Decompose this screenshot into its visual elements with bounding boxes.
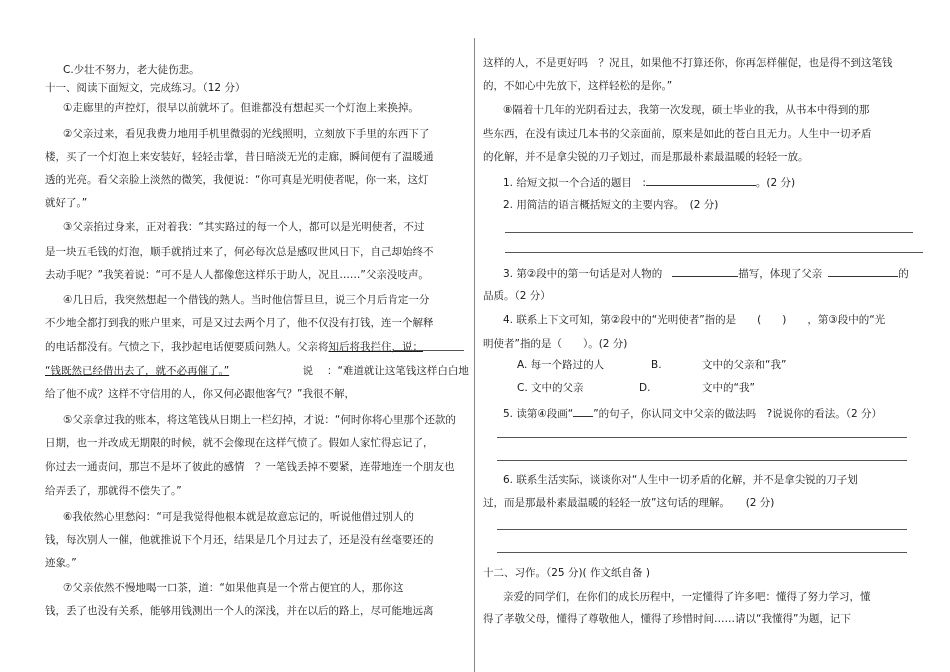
question-text: 3. 第②段中的第一句话是对人物的 [503,268,663,280]
paragraph-line: 你过去一通责问，那岂不是坏了彼此的感情 ？一笔钱丢掉不要紧，连带地连一个朋友也 [45,461,455,473]
question-1 [503,174,795,190]
answer-line[interactable] [497,460,907,461]
question-3-cont: 品质。（2 分） [483,290,551,302]
question-5 [503,405,882,421]
paragraph-line: 透的光亮。看父亲脸上淡然的微笑，我便说：“你可真是光明使者呢，你一来，这灯 [45,174,429,186]
option-c: C.少壮不努力，老大徒伤悲。 [63,64,200,76]
paragraph-line: 不少地全都打到我的账户里来，可是又过去两个月了，他不仅没有打钱，连一个解释 [45,317,434,329]
paragraph-line: 就好了。” [45,197,88,209]
question-4-cont: 明使者”指的是（ ）。(2 分) [483,338,628,350]
question-text: 的 [898,268,909,280]
answer-line[interactable] [497,529,907,530]
question-2: 2. 用简洁的语言概括短文的主要内容。 (2 分) [503,199,719,211]
paragraph-line: 的，不如心中先放下，这样轻松的是你。” [483,80,673,92]
answer-line[interactable] [505,232,913,233]
paragraph-line: ①走廊里的声控灯，很早以前就坏了。但谁都没有想起买一个灯泡上来换掉。 [63,102,419,114]
question-6-cont: 过，而是那最朴素最温暖的轻轻一放”这句话的理解。 (2 分) [483,497,775,509]
paragraph-line: 亲爱的同学们，在你们的成长历程中，一定懂得了许多吧：懂得了努力学习，懂 [503,591,871,603]
option-d-text: 文中的“我” [702,382,755,394]
paragraph-line: ⑤父亲拿过我的账本，将这笔钱从日期上一栏幻掉，才说：“何时你将心里那个还款的 [63,414,456,426]
paragraph-line: 钱，每次别人一催，他就推说下个月还，结果是几个月过去了，还是没有丝毫要还的 [45,534,434,546]
paragraph-line: 的化解，并不是拿尖锐的刀子划过，而是那最朴素最温暖的轻轻一放。 [483,151,809,163]
question-text: ”的句子，你认同文中父亲的做法吗 ?说说你的看法。（2 分） [593,408,882,420]
line-text: 的电话都没有。气愤之下，我抄起电话便要质问熟人。父亲将 [45,341,329,353]
paragraph-line: 给弄丢了，那就得不偿失了。” [45,485,182,497]
paragraph-line: ⑥我依然心里愁闷：“可是我觉得他根本就是故意忘记的，听说他借过别人的 [63,511,414,523]
paragraph-line [45,340,423,354]
underlined-sentence: “钱既然已经借出去了，就不必再催了。” [45,365,230,377]
paragraph-line: 去动手呢？”我笑着说：“可不是人人都像您这样乐于助人，况且……”父亲没吱声。 [45,269,429,281]
paragraph-line: 是一块五毛钱的灯泡，顺手就捎过来了，何必每次总是感叹世风日下，自己却始终不 [45,246,434,258]
underlined-sentence: 知后将我拦住，说： [328,341,423,353]
paragraph-line: ⑧隔着十几年的光阴看过去，我第一次发现，硕士毕业的我，从书本中得到的那 [503,104,870,116]
paragraph-line: ③父亲掐过身来，正对着我：“其实路过的每一个人，都可以是光明使者，不过 [63,221,425,233]
paragraph-line: ②父亲过来，看见我费力地用手机里微弱的光线照明，立刻放下手里的东西下了 [63,128,430,140]
question-text: 描写，体现了父亲 [738,268,823,280]
option-b-text: 文中的父亲和“我” [702,359,787,371]
column-divider [474,38,475,672]
question-text: 5. 读第④段画“ [503,408,574,420]
paragraph-line: 得了孝敬父母，懂得了尊敬他人，懂得了珍惜时间……请以“我懂得”为题，记下 [483,613,851,625]
option-c: C. 文中的父亲 [517,382,584,394]
question-6: 6. 联系生活实际，谈谈你对“人生中一切矛盾的化解，并不是拿尖锐的刀子划 [503,474,858,486]
option-d-letter: D. [639,382,651,394]
question-4: 4. 联系上下文可知，第②段中的“光明使者”指的是 ( ) ，第③段中的“光 [503,314,886,326]
paragraph-line: 这样的人，不是更好吗 ？况且，如果他不打算还你，你再怎样催促，也是得不到这笔钱 [483,57,893,69]
paragraph-line: ④几日后，我突然想起一个借钱的熟人。当时他信誓旦旦，说三个月后肯定一分 [63,294,430,306]
underline-mark [573,405,593,417]
answer-blank[interactable] [828,265,898,277]
paragraph-line: 些东西，在没有读过几本书的父亲面前，原来是如此的苍白且无力。人生中一切矛盾 [483,128,872,140]
option-b-letter: B. [651,359,662,371]
answer-line[interactable] [497,437,907,438]
answer-line[interactable] [497,552,907,553]
answer-line[interactable] [505,252,923,253]
question-text: 1. 给短文拟一个合适的题目 : [503,177,646,189]
paragraph-line: 给了他不成？这样不守信用的人，你又何必跟他客气？”我很不解， [45,388,355,400]
line-text: ：“难道就让这笔钱这样白白地 [326,365,469,377]
paragraph-line: 楼，买了一个灯泡上来安装好，轻轻击掌，昔日暗淡无光的走廊，瞬间便有了温暖通 [45,151,434,163]
question-score: 。(2 分) [755,177,796,189]
paragraph-line: 迹象。” [45,557,77,569]
paragraph-line: ⑦父亲依然不慢地喝一口茶，道：“如果他真是一个常占便宜的人，那你这 [63,582,404,594]
line-text: 说 [302,365,313,377]
option-a: A. 每一个路过的人 [517,359,605,371]
answer-blank[interactable] [646,174,756,186]
section-heading-reading: 十一、阅读下面短文，完成练习。（12 分） [45,82,246,94]
underline-extension [394,350,464,351]
answer-blank[interactable] [672,265,738,277]
section-heading-writing: 十二、习作。（25 分)( 作文纸自备 ) [483,567,650,579]
paragraph-line [45,364,469,378]
question-3 [503,265,909,281]
paragraph-line: 钱，丢了也没有关系，能够用钱测出一个人的深浅，并在以后的路上，尽可能地远离 [45,605,434,617]
paragraph-line: 日期，也一并改成无期限的时候，就不会像现在这样气愤了。假如人家忙得忘记了， [45,437,434,449]
